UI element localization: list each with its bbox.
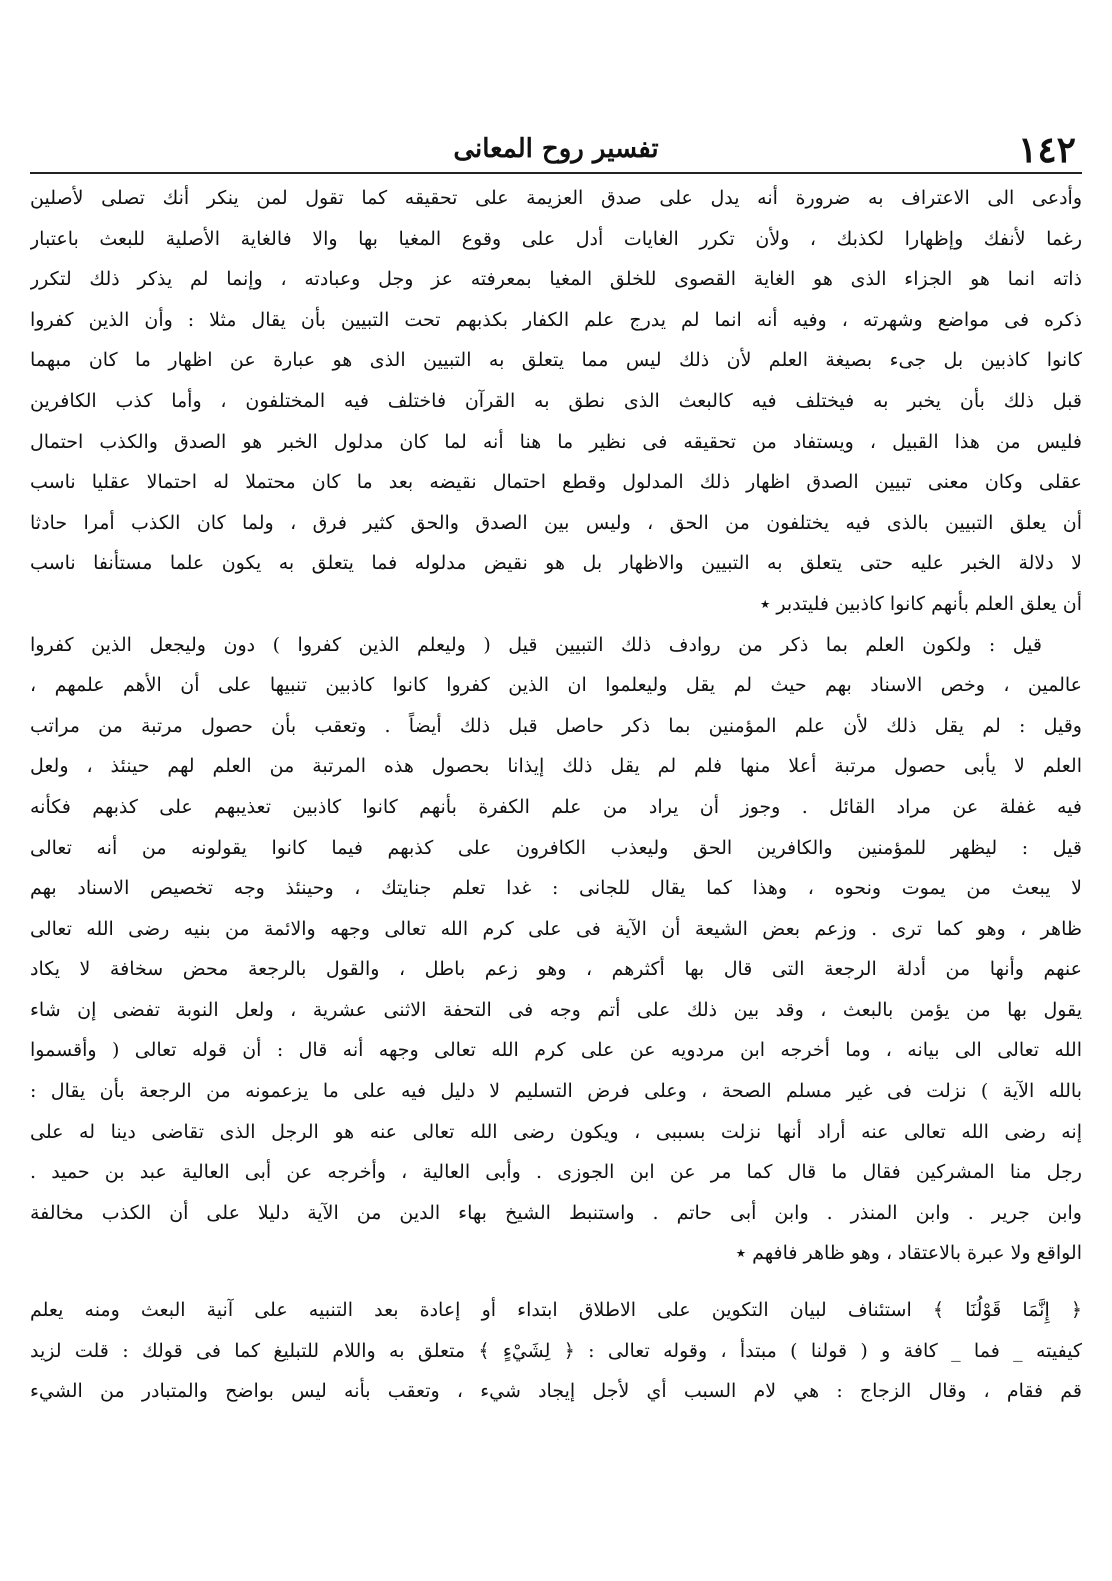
text-line: ذكره فى مواضع وشهرته ، وفيه أنه انما لم يدرج علم الكفار بكذبهم تحت التبيين بأن يقال مثلا : وأن الذين كفروا	[30, 308, 1082, 331]
text-line: فليس من هذا القبيل ، ويستفاد من تحقيقه فى نظير ما هنا أنه لما كان مدلول الخبر هو الصدق والكذب احتمال	[30, 430, 1082, 453]
page-header	[30, 128, 1082, 172]
document-page	[30, 128, 1082, 1412]
paragraph-gap	[30, 1274, 1082, 1290]
text-line: وأدعى الى الاعتراف به ضرورة أنه يدل على صدق العزيمة على تحقيقه كما تقول لمن ينكر أنك تصلى لأصلين	[30, 187, 1082, 209]
commentary-text	[30, 178, 1082, 1412]
text-line: قيل : ليظهر للمؤمنين والكافرين الحق وليعذب الكافرون على كذبهم فيما كانوا يقولونه من أنه تعالى	[30, 836, 1082, 859]
running-title: تفسير روح المعانى	[453, 134, 659, 164]
text-line: يقول بها من يؤمن بالبعث ، وقد بين ذلك على أتم وجه فى التحفة الاثنى عشرية ، ولعل النوبة تفضى إن شاء	[30, 998, 1082, 1021]
text-line: لا دلالة الخبر عليه حتى يتعلق به التبيين والاظهار بل هو نقيض مدلوله فما يتعلق به يكون علما مستأنفا ناسب	[30, 552, 1082, 575]
text-line: وقيل : لم يقل ذلك لأن علم المؤمنين بما ذكر حاصل قبل ذلك أيضاً . وتعقب بأن حصول مرتبة من مراتب	[30, 714, 1082, 737]
text-line: أن يعلق العلم بأنهم كانوا كاذبين فليتدبر ٭	[760, 592, 1082, 615]
text-line: عنهم وأنها من أدلة الرجعة التى قال بها أكثرهم ، وهو زعم باطل ، والقول بالرجعة محض سخافة لا يكاد	[30, 958, 1082, 981]
text-line: الواقع ولا عبرة بالاعتقاد ، وهو ظاهر فافهم ٭	[735, 1242, 1082, 1265]
text-line: ﴿ إِنَّمَا قَوْلُنَا ﴾ استئناف لبيان التكوين على الاطلاق ابتداء أو إعادة بعد التنبيه على آنية البعث ومنه يعلم	[30, 1299, 1082, 1322]
text-line: عقلى وكان معنى تبيين الصدق اظهار ذلك المدلول وقطع احتمال نقيضه بعد ما كان محتملا له احتمالا عقليا ناسب	[30, 471, 1082, 494]
text-line: كيفيته _ فما _ كافة و ( قولنا ) مبتدأ ، وقوله تعالى : ﴿ لِشَيْءٍ ﴾ متعلق به واللام للتبليغ كما فى قولك : قلت لزيد	[30, 1339, 1082, 1362]
text-line: ظاهر ، وهو كما ترى . وزعم بعض الشيعة أن الآية فى على كرم الله تعالى وجهه والائمة من بنيه رضى الله تعالى	[30, 917, 1082, 940]
text-line: الله تعالى الى بيانه ، وما أخرجه ابن مردويه عن على كرم الله تعالى وجهه أنه قال : أن قوله تعالى ( وأقسموا	[30, 1039, 1082, 1062]
text-line: لا يبعث من يموت ونحوه ، وهذا كما يقال للجانى : غدا تعلم جنايتك ، وحينئذ وجه تخصيص الاسناد بهم	[30, 877, 1082, 900]
text-line: رجل منا المشركين فقال ما قال كما مر عن ابن الجوزى . وأبى العالية ، وأخرجه عن أبى العالية عبد بن حميد .	[30, 1161, 1082, 1184]
text-line: إنه رضى الله تعالى عنه أراد أنها نزلت بسببى ، ويكون رضى الله تعالى عنه هو الرجل الذى تقاضى دينا له على	[30, 1120, 1082, 1143]
text-line: قيل : ولكون العلم بما ذكر من روادف ذلك التبيين قيل ( وليعلم الذين كفروا ) دون وليجعل الذين كفروا	[30, 633, 1042, 656]
text-line: أن يعلق التبيين بالذى فيه يختلفون من الحق ، وليس بين الصدق والحق كثير فرق ، ولما كان الكذب أمرا حادثا	[30, 511, 1082, 534]
page-number: ١٤٢	[1017, 129, 1076, 171]
text-line: قم فقام ، وقال الزجاج : هي لام السبب أي لأجل إيجاد شيء ، وتعقب بأنه ليس بواضح والمتبادر من الشيء	[30, 1380, 1082, 1403]
header-rule	[30, 172, 1082, 174]
text-line: بالله الآية ) نزلت فى غير مسلم الصحة ، وعلى فرض التسليم لا دليل فيه على ما يزعمونه من الرجعة بأن يقال :	[30, 1080, 1082, 1103]
text-line: كانوا كاذبين بل جىء بصيغة العلم لأن ذلك ليس مما يتعلق به التبيين الذى هو عبارة عن اظهار ما كان مبهما	[30, 349, 1082, 372]
text-line: وابن جرير . وابن المنذر . وابن أبى حاتم . واستنبط الشيخ بهاء الدين من الآية دليلا على أن الكذب مخالفة	[30, 1201, 1082, 1224]
text-line: العلم لا يأبى حصول مرتبة أعلا منها فلم لم يقل ذلك إيذانا بحصول هذه المرتبة من العلم لهم حينئذ ، ولعل	[30, 755, 1082, 778]
text-line: رغما لأنفك وإظهارا لكذبك ، ولأن تكرر الغايات أدل على وقوع المغيا بها والا فالغاية الأصلية للبعث باعتبار	[30, 227, 1082, 250]
text-line: قبل ذلك بأن يخبر به فيختلف فيه كالبعث الذى نطق به القرآن فاختلف فيه المختلفون ، وأما كذب الكافرين	[30, 389, 1082, 412]
text-line: ذاته انما هو الجزاء الذى هو الغاية القصوى للخلق المغيا بمعرفته عز وجل وعبادته ، وإنما لم يذكر ذلك لتكرر	[30, 268, 1082, 291]
text-line: عالمين ، وخص الاسناد بهم حيث لم يقل وليعلموا ان الذين كفروا كانوا كاذبين تنبيها على أن الأهم علمهم ،	[30, 674, 1082, 697]
text-line: فيه غفلة عن مراد القائل . وجوز أن يراد من علم الكفرة بأنهم كانوا كاذبين تعذيبهم على كذبهم فكأنه	[30, 795, 1082, 818]
